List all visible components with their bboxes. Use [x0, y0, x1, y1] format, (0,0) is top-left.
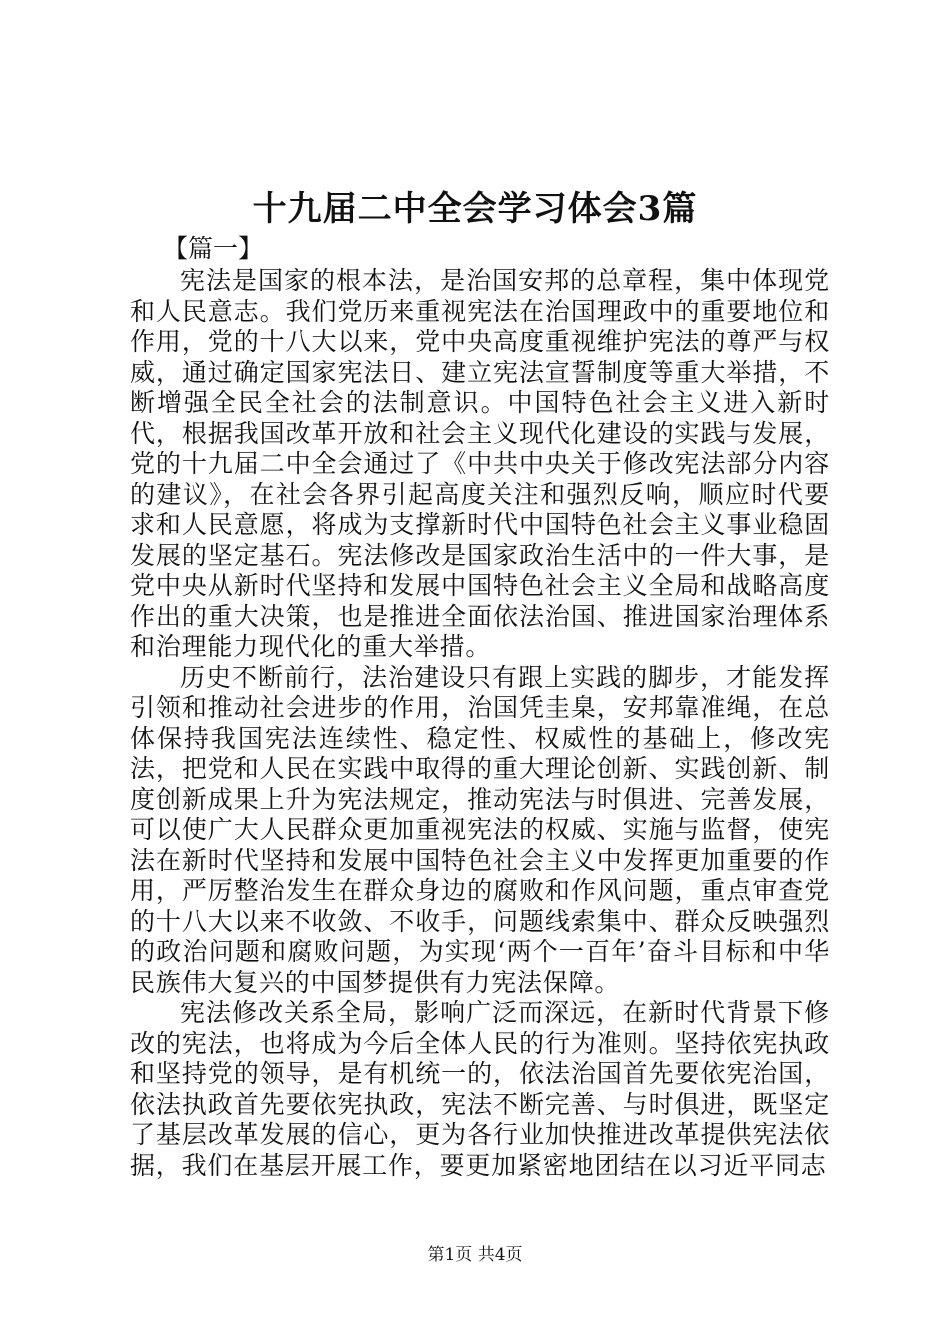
document-title: 十九届二中全会学习体会3篇 — [252, 189, 698, 229]
paragraph-1: 宪法是国家的根本法，是治国安邦的总章程，集中体现党和人民意志。我们党历来重视宪法在治国理政中的重要地位和作用，党的十八大以来，党中央高度重视维护宪法的尊严与权威，通过确定国家宪法日、建立宪法宣誓制度等重大举措，不断增强全民全社会的法制意识。中国特色社会主义进入新时代，根据我国改革开放和社会主义现代化建设的实践与发展，党的十九届二中全会通过了《中共中央关于修改宪法部分内容的建议》，在社会各界引起高度关注和强烈反响，顺应时代要求和人民意愿，将成为支撑新时代中国特色社会主义事业稳固发展的坚定基石。宪法修改是国家政治生活中的一件大事，是党中央从新时代坚持和发展中国特色社会主义全局和战略高度作出的重大决策，也是推进全面依法治国、推进国家治理体系和治理能力现代化的重大举措。 — [130, 266, 830, 661]
paragraph-3: 宪法修改关系全局，影响广泛而深远，在新时代背景下修改的宪法，也将成为今后全体人民的行为准则。坚持依宪执政和坚持党的领导，是有机统一的，依法治国首先要依宪治国，依法执政首先要依宪执政，宪法不断完善、与时俱进，既坚定了基层改革发展的信心，更为各行业加快推进改革提供宪法依据，我们在基层开展工作，要更加紧密地团结在以习近平同志 — [130, 998, 830, 1180]
document-body — [130, 266, 830, 1181]
paragraph-2: 历史不断前行，法治建设只有跟上实践的脚步，才能发挥引领和推动社会进步的作用，治国凭圭臬，安邦靠准绳，在总体保持我国宪法连续性、稳定性、权威性的基础上，修改宪法，把党和人民在实践中取得的重大理论创新、实践创新、制度创新成果上升为宪法规定，推动宪法与时俱进、完善发展，可以使广大人民群众更加重视宪法的权威、实施与监督，使宪法在新时代坚持和发展中国特色社会主义中发挥更加重要的作用，严厉整治发生在群众身边的腐败和作风问题，重点审查党的十八大以来不收敛、不收手，问题线索集中、群众反映强烈的政治问题和腐败问题，为实现‘两个一百年’奋斗目标和中华民族伟大复兴的中国梦提供有力宪法保障。 — [130, 662, 830, 997]
page-footer: 第1页 共4页 — [427, 1245, 523, 1265]
section-label: 【篇一】 — [163, 234, 264, 263]
